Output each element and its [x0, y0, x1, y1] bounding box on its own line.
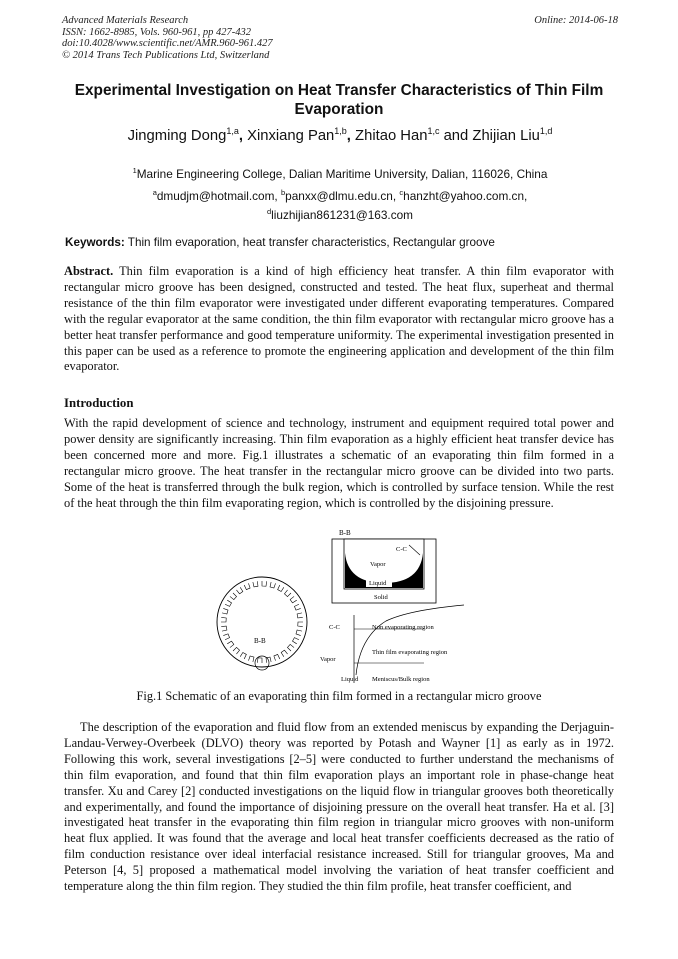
email-sup: b — [280, 187, 286, 197]
ring-groove — [223, 634, 229, 640]
ring-groove — [284, 590, 291, 597]
email-sup: c — [399, 187, 404, 197]
ring-groove — [262, 581, 267, 586]
figure-schematic — [214, 525, 464, 687]
abstract-text: Thin film evaporation is a kind of high efficiency heat transfer. A thin film evaporator with rectangular micro groove has been designed, constructed and tested. The heat flux, superheat and thermal resistance of the thin film evaporator were investigated under different evaporating temperatures. Compared with the regular evaporator at the same condition, the thin film evaporator with rectangular micro groove has a better heat transfer performance and good temperature uniformity. The experimental investigation presented in this paper can be used as a reference to promote the engineering application and development of the thin film evaporator. — [64, 264, 614, 374]
affil-sup: 1 — [132, 166, 137, 175]
label-meniscus-region: Meniscus/Bulk region — [372, 676, 430, 683]
label-vapor-top: Vapor — [370, 561, 386, 568]
author-affil-sup: 1,b — [334, 126, 347, 136]
affiliation-text: Marine Engineering College, Dalian Maritime University, Dalian, 116026, China — [136, 166, 548, 181]
label-liquid-bottom: Liquid — [341, 676, 359, 683]
ring-groove — [222, 608, 228, 614]
keywords-line — [65, 235, 617, 250]
grooved-ring — [217, 577, 307, 670]
label-cc-bottom: C-C — [329, 624, 340, 631]
section-heading-introduction: Introduction — [64, 396, 134, 410]
label-liquid-top: Liquid — [369, 580, 387, 587]
author-name: Xinxiang Pan — [247, 127, 335, 144]
doi-line: doi:10.4028/www.scientific.net/AMR.960-961.427 — [62, 38, 273, 50]
ring-groove — [290, 596, 297, 602]
author-name: Jingming Dong — [127, 127, 227, 144]
groove-cross-section — [332, 529, 436, 603]
ring-groove — [248, 656, 254, 662]
label-bb-ring: B-B — [254, 637, 266, 645]
ring-groove — [257, 658, 262, 663]
abstract-label: Abstract. — [64, 264, 114, 278]
abstract-paragraph — [64, 264, 614, 375]
ring-groove — [225, 600, 231, 606]
ring-groove — [278, 585, 284, 591]
ring-groove — [281, 650, 287, 657]
label-non-evaporating-region: Non evaporating region — [372, 624, 434, 631]
journal-name: Advanced Materials Research — [62, 15, 189, 26]
ring-outer — [217, 577, 307, 667]
email-sup: d — [266, 206, 272, 216]
online-date: Online: 2014-06-18 — [534, 15, 618, 26]
label-thin-film-region: Thin film evaporating region — [372, 649, 448, 656]
journal-header — [62, 15, 618, 61]
copyright-line: © 2014 Trans Tech Publications Ltd, Switzerland — [62, 49, 270, 61]
label-vapor-bottom: Vapor — [320, 656, 336, 663]
author-affil-sup: 1,c — [427, 126, 440, 136]
author-name: Zhitao Han — [355, 127, 428, 144]
author-conjunction: and — [443, 127, 469, 144]
ring-groove — [227, 641, 234, 647]
affiliation-block — [62, 163, 618, 223]
label-cc-top: C-C — [396, 546, 407, 553]
author-list: Jingming Dong$^{1,a}$, Xinxiang Pan$^{1,b}$, Zhitao Han$^{1,c}$ and Zhijian Liu$^{1,d}$ — [127, 126, 553, 144]
author-affil-sup: 1,d — [539, 126, 553, 136]
intro-paragraph: With the rapid development of science and technology, instrument and equipment required total power and power density are significantly increasing. Thin film evaporation as a highly efficient heat transfer device has been concerned more and more. Fig.1 illustrates a schematic of an evaporating thin film formed in a rectangular micro groove. The heat transfer in the rectangular micro groove can be divided into two parts. Some of the heat is transferred through the bulk region, which is controlled by surface tension. While the rest of the heat through the thin film evaporating region, which is controlled by the disjoining pressure. — [64, 416, 614, 510]
ring-groove — [221, 626, 227, 631]
ring-groove — [240, 652, 246, 658]
keywords-text: Thin film evaporation, heat transfer characteristics, Rectangular groove — [124, 236, 495, 249]
ring-groove — [221, 617, 226, 622]
paper-title: Experimental Investigation on Heat Transfer Characteristics of Thin Film Evaporation — [74, 82, 604, 118]
body-paragraph: The description of the evaporation and fluid flow from an extended meniscus by expanding the Derjaguin-Landau-Verwey-Overbeek (DLVO) theory was reported by Potash and Wayner [1] as early as in 1972. Following this work, several investigations [2–5] were conducted to further understand the mechanisms of thin film evaporation, and found that thin film evaporation plays an important role in phase-change heat transfer. Xu and Carey [2] conducted investigations on the liquid flow in triangular grooves both theoretically and experimentally, and found the importance of disjoining pressure on the overall heat transfer. Ha et al. [3] investigated heat transfer in the evaporating thin film region in triangular micro grooves with non-uniform heat flux applied. It was found that the average and local heat transfer coefficients decreased as the ratio of film conduction resistance over ideal interfacial resistance increased. Still for triangular grooves, Ma and Peterson [4, 5] proposed a mathematical model involving the variation of heat transfer coefficient and temperature along the thin film region. They studied the thin film profile, heat transfer coefficient, and — [64, 720, 614, 894]
label-solid: Solid — [374, 594, 388, 601]
email-link[interactable]: panxx@dlmu.edu.cn, — [285, 188, 397, 203]
email-link[interactable]: hanzht@yahoo.com.cn, — [403, 188, 528, 203]
ring-groove — [233, 647, 240, 654]
email-sup: a — [152, 187, 157, 197]
issn-line: ISSN: 1662-8985, Vols. 960-961, pp 427-432 — [62, 26, 251, 38]
ring-groove — [297, 613, 303, 618]
ring-groove — [230, 593, 237, 600]
ring-groove — [253, 581, 258, 587]
interface-curve — [356, 605, 464, 675]
ring-groove — [236, 587, 242, 594]
ring-groove — [270, 582, 276, 588]
meniscus-detail — [320, 605, 464, 683]
ring-groove — [296, 630, 302, 636]
ring-groove — [244, 583, 250, 589]
ring-groove — [287, 644, 294, 651]
label-bb-top: B-B — [339, 529, 351, 537]
author-name: Zhijian Liu — [472, 127, 540, 144]
author-affil-sup: 1,a — [226, 126, 239, 136]
ring-grooves — [221, 581, 303, 663]
ring-groove — [294, 604, 300, 610]
ring-groove — [274, 654, 280, 660]
ring-groove — [292, 638, 298, 644]
email-link[interactable]: liuzhijian861231@163.com — [271, 207, 413, 222]
email-link[interactable]: dmudjm@hotmail.com, — [156, 188, 278, 203]
keywords-label: Keywords: — [65, 236, 125, 249]
figure-caption: Fig.1 Schematic of an evaporating thin film formed in a rectangular micro groove — [136, 689, 542, 703]
ring-groove — [298, 622, 303, 627]
